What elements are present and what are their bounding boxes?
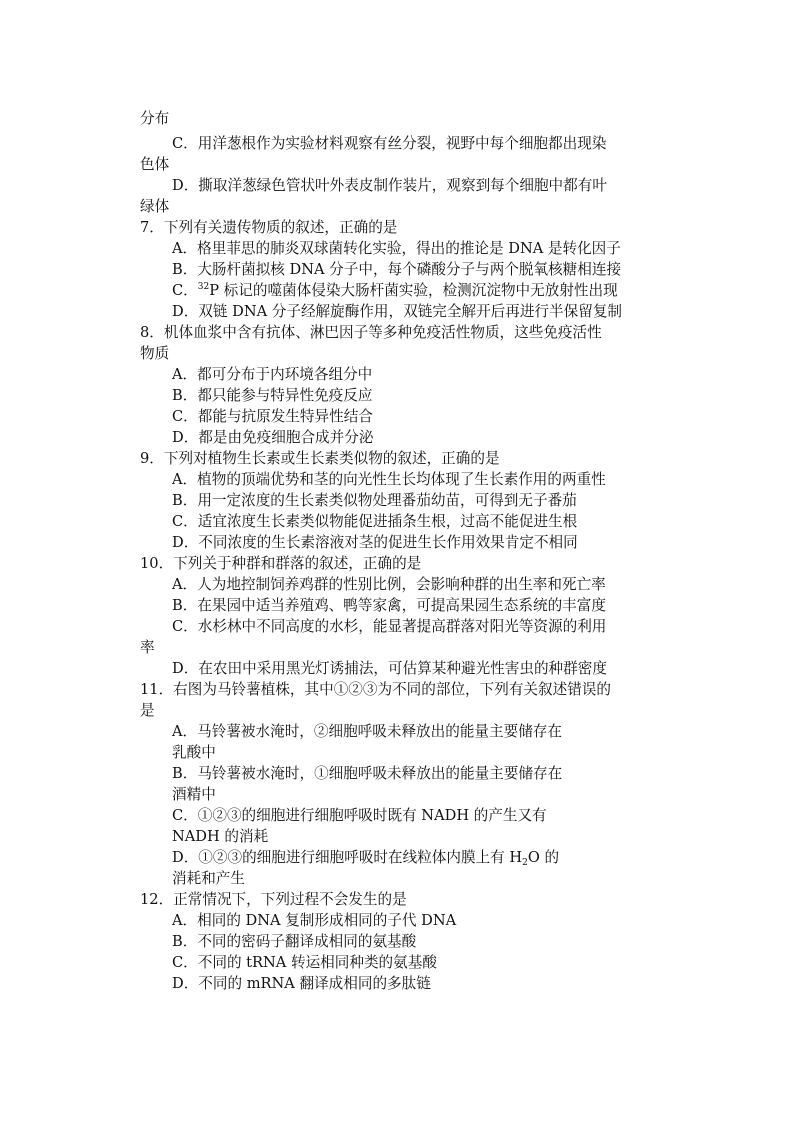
question-8: 8．机体血浆中含有抗体、淋巴因子等多种免疫活性物质，这些免疫活性 [140, 324, 602, 341]
q10-option-a: A．人为地控制饲养鸡群的性别比例，会影响种群的出生率和死亡率 [172, 576, 606, 593]
text-line: 率 [140, 639, 155, 656]
q12-option-d: D．不同的 mRNA 翻译成相同的多肽链 [172, 975, 431, 992]
q10-option-d: D．在农田中采用黑光灯诱捕法，可估算某种避光性害虫的种群密度 [172, 660, 607, 677]
q11-option-d-cont: 消耗和产生 [172, 870, 245, 887]
text-line: 绿体 [140, 198, 170, 215]
q11-option-a-cont: 乳酸中 [172, 744, 216, 761]
q11-option-b: B．马铃薯被水淹时，①细胞呼吸未释放出的能量主要储存在 [172, 765, 563, 782]
option-d: D．撕取洋葱绿色管状叶外表皮制作装片，观察到每个细胞中都有叶 [172, 177, 607, 194]
q8-option-a: A．都可分布于内环境各组分中 [172, 366, 373, 383]
q9-option-d: D．不同浓度的生长素溶液对茎的促进生长作用效果肯定不相同 [172, 534, 578, 551]
question-11: 11．右图为马铃薯植株，其中①②③为不同的部位，下列有关叙述错误的 [140, 681, 611, 698]
q12-option-b: B．不同的密码子翻译成相同的氨基酸 [172, 933, 417, 950]
q11-option-c-cont: NADH 的消耗 [172, 828, 269, 845]
q11-option-c: C．①②③的细胞进行细胞呼吸时既有 NADH 的产生又有 [172, 807, 547, 824]
question-10: 10．下列关于种群和群落的叙述，正确的是 [140, 555, 422, 572]
text-line: 是 [140, 702, 155, 719]
q9-option-a: A．植物的顶端优势和茎的向光性生长均体现了生长素作用的两重性 [172, 471, 606, 488]
q11-option-a: A．马铃薯被水淹时，②细胞呼吸未释放出的能量主要储存在 [172, 723, 562, 740]
q9-option-c: C．适宜浓度生长素类似物能促进插条生根，过高不能促进生根 [172, 513, 578, 530]
q12-option-c: C．不同的 tRNA 转运相同种类的氨基酸 [172, 954, 437, 971]
subscript: 2 [522, 858, 528, 868]
q12-option-a: A．相同的 DNA 复制形成相同的子代 DNA [172, 912, 457, 929]
option-c: C．用洋葱根作为实验材料观察有丝分裂，视野中每个细胞都出现染 [172, 135, 607, 152]
q11-option-b-cont: 酒精中 [172, 786, 216, 803]
superscript: 32 [197, 282, 210, 292]
q8-option-b: B．都只能参与特异性免疫反应 [172, 387, 373, 404]
q8-option-d: D．都是由免疫细胞合成并分泌 [172, 429, 374, 446]
text-line: 色体 [140, 156, 170, 173]
text-line: 分布 [140, 110, 170, 127]
q7-option-b: B．大肠杆菌拟核 DNA 分子中，每个磷酸分子与两个脱氧核糖相连接 [172, 261, 622, 278]
text-line: 物质 [140, 345, 170, 362]
question-7: 7．下列有关遗传物质的叙述，正确的是 [140, 219, 398, 236]
q8-option-c: C．都能与抗原发生特异性结合 [172, 408, 373, 425]
q7-option-d: D．双链 DNA 分子经解旋酶作用，双链完全解开后再进行半保留复制 [172, 303, 623, 320]
q11-option-d [172, 847, 559, 868]
question-12: 12．正常情况下，下列过程不会发生的是 [140, 891, 407, 908]
option-text: P 标记的噬菌体侵染大肠杆菌实验，检测沉淀物中无放射性出现 [209, 282, 618, 299]
option-text: D．①②③的细胞进行细胞呼吸时在线粒体内膜上有 H [172, 849, 523, 866]
option-label: C． [172, 282, 198, 299]
question-9: 9．下列对植物生长素或生长素类似物的叙述，正确的是 [140, 450, 500, 467]
q7-option-a: A．格里菲思的肺炎双球菌转化实验，得出的推论是 DNA 是转化因子 [172, 240, 621, 257]
q7-option-c [172, 280, 618, 301]
q10-option-b: B．在果园中适当养殖鸡、鸭等家禽，可提高果园生态系统的丰富度 [172, 597, 606, 614]
q10-option-c: C．水杉林中不同高度的水杉，能显著提高群落对阳光等资源的利用 [172, 618, 607, 635]
option-text: O 的 [527, 849, 560, 866]
q9-option-b: B．用一定浓度的生长素类似物处理番茄幼苗，可得到无子番茄 [172, 492, 577, 509]
